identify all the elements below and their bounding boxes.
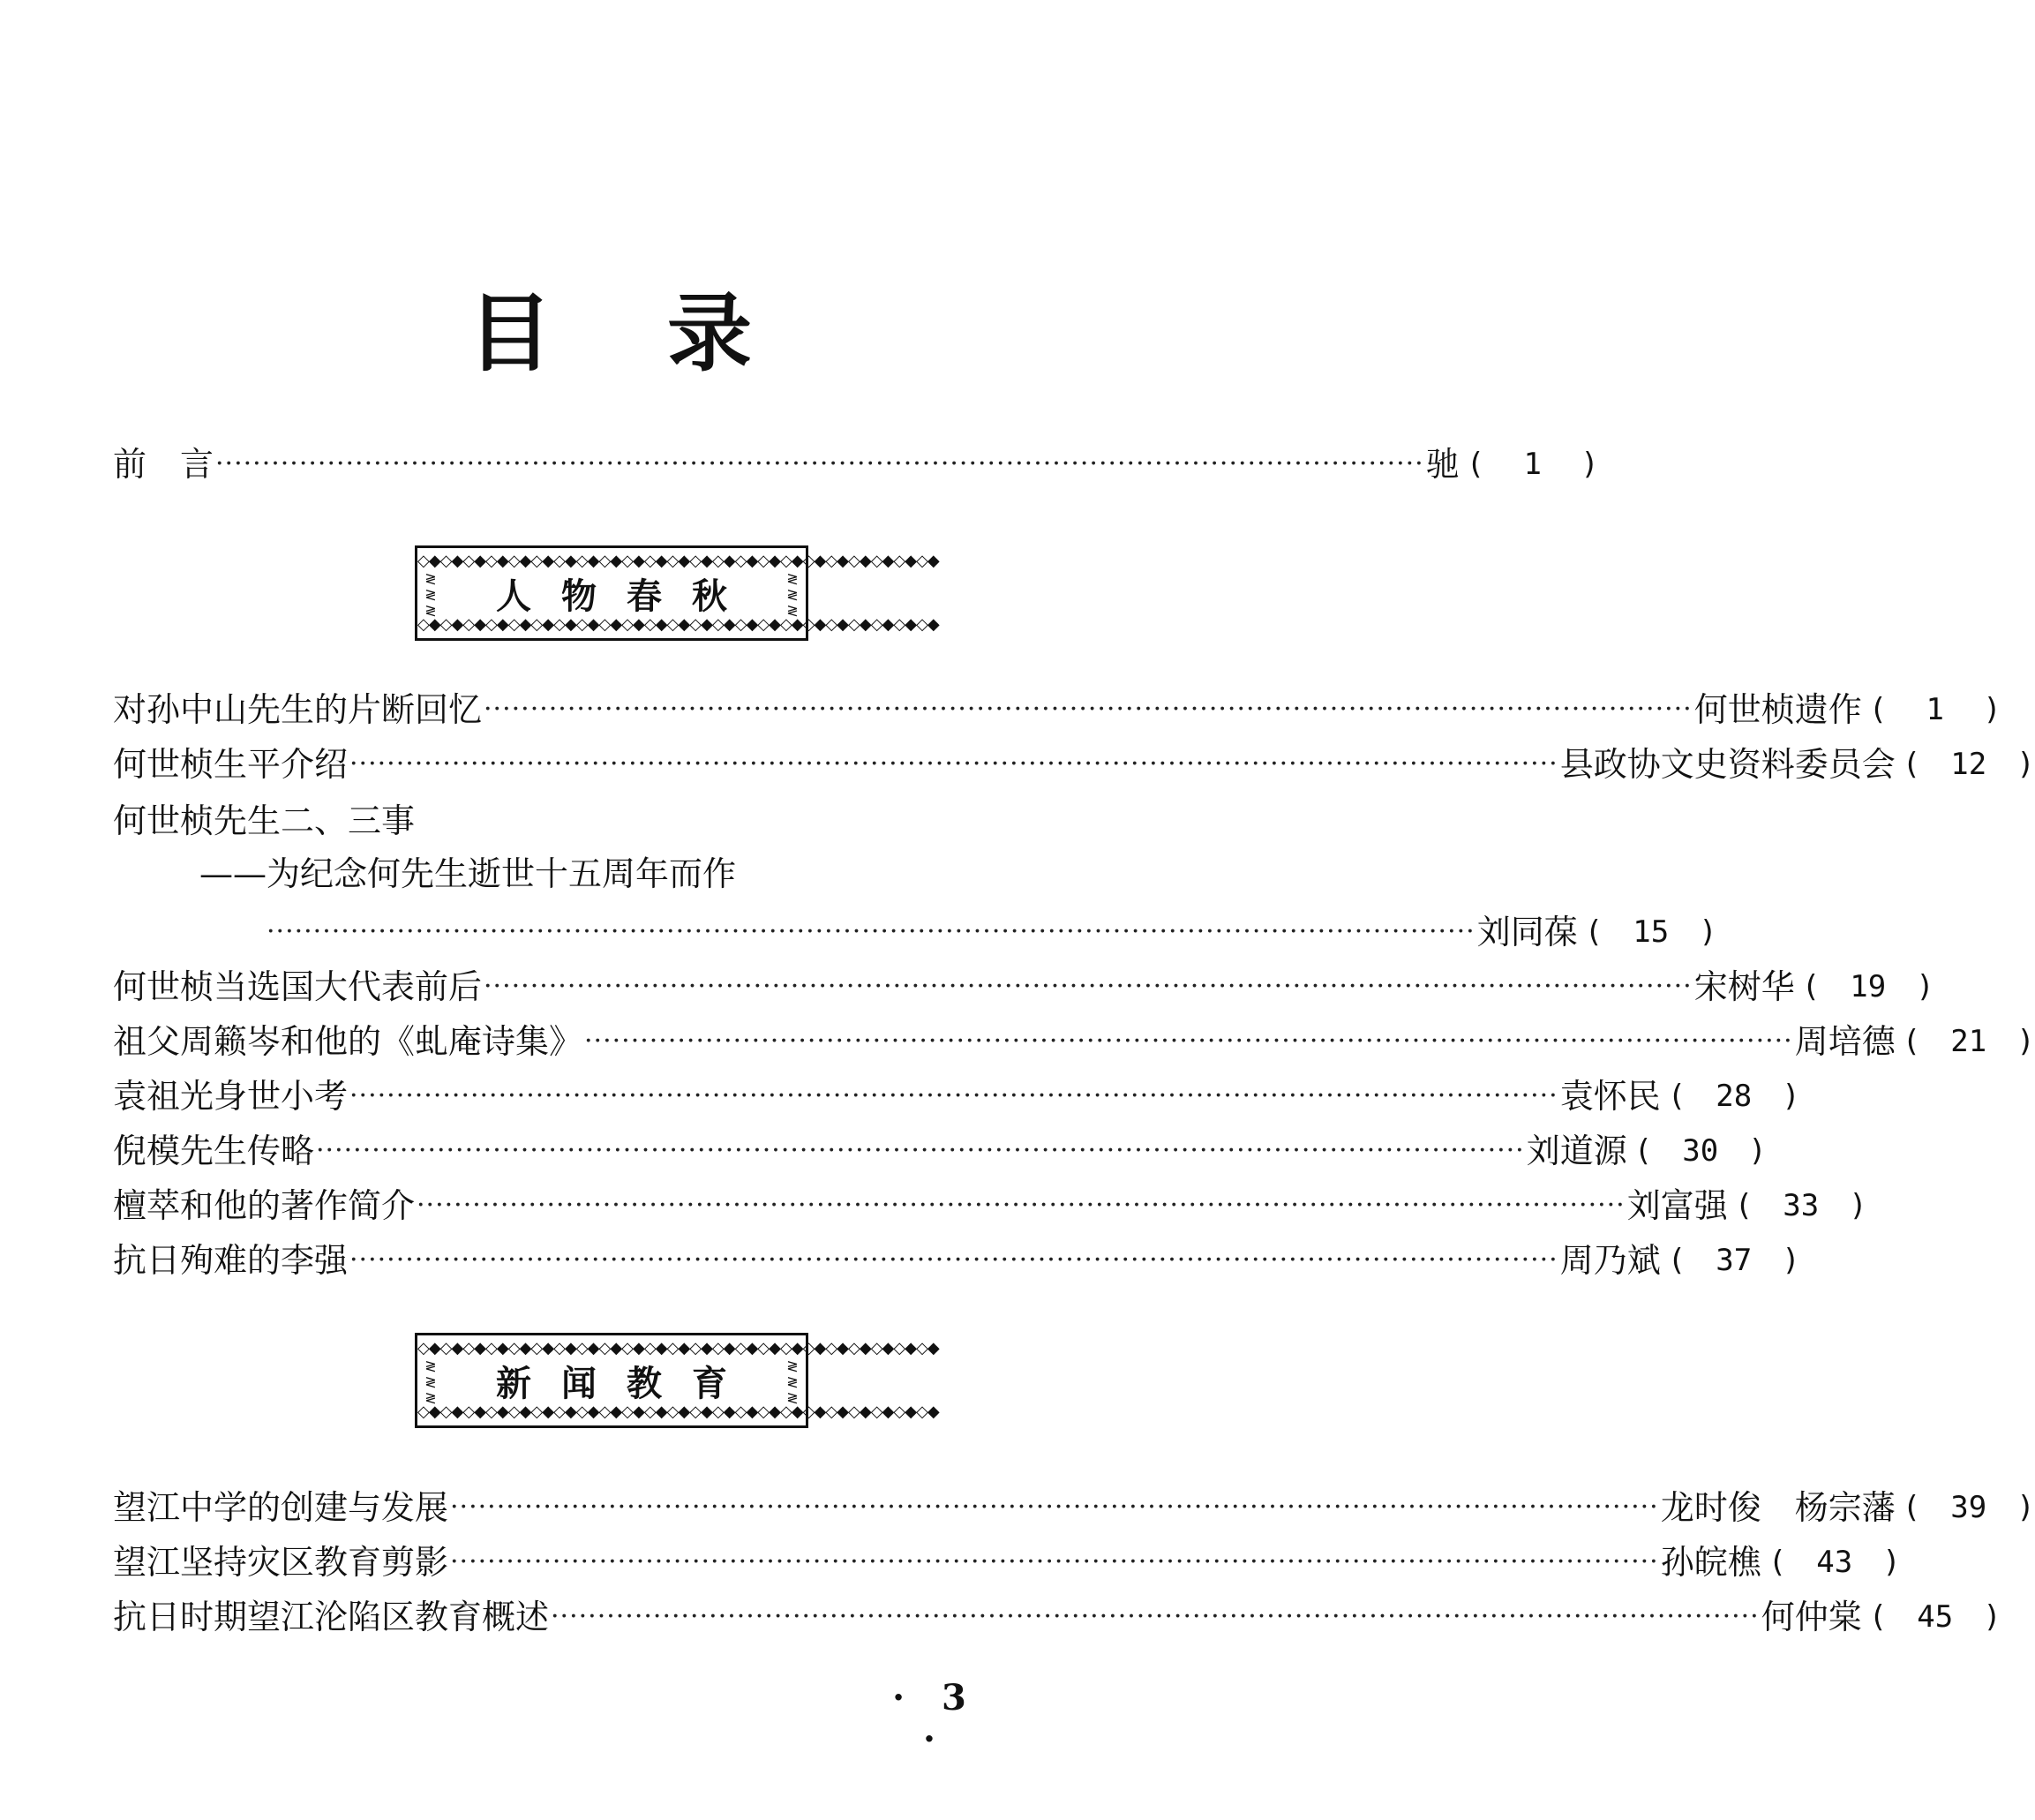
entry-page [1578,907,1717,957]
paren-open: ( [1902,747,1921,782]
entry-title: 祖父周籁岑和他的《虬庵诗集》 [113,1022,583,1061]
leader-dots [349,740,1558,789]
toc-entry[interactable] [113,1072,1800,1121]
leader-dots [450,1483,1659,1532]
leader-dots [450,1538,1659,1587]
entry-author: 驰 [1425,445,1460,484]
ornament-side-left: ≷ ≷ ≷ [424,1357,437,1406]
leader-dots [267,907,1476,957]
leader-dots [551,1592,1760,1642]
entry-author: 刘同葆 [1476,913,1578,951]
entry-author: 刘道源 [1526,1132,1627,1170]
toc-entry-continuation[interactable] [265,907,1717,957]
paren-close: ) [2016,1490,2035,1525]
page-num: 43 [1816,1545,1853,1580]
entry-page [1661,1072,1800,1121]
section-header-2 [415,1333,939,1428]
entry-page [1460,440,1599,489]
paren-open: ( [1466,447,1485,482]
entry-author: 周乃斌 [1559,1241,1661,1280]
paren-close: ) [1983,692,2001,727]
toc-entry[interactable] [113,1538,1901,1587]
entry-author: 何世桢遗作 [1693,690,1862,729]
ornament-side-right: ≷ ≷ ≷ [786,570,799,619]
paren-close: ) [2016,1024,2035,1059]
ornament-side-left: ≷ ≷ ≷ [424,570,437,619]
entry-title: 对孙中山先生的片断回忆 [113,690,483,729]
entry-title: 何世桢生平介绍 [113,745,349,784]
page-num: 28 [1716,1079,1753,1114]
paren-close: ) [1782,1243,1800,1278]
leader-dots [417,1181,1626,1230]
entry-page [1795,962,1934,1012]
entry-author: 何仲棠 [1761,1598,1862,1636]
paren-close: ) [2016,747,2035,782]
ornament-band-bottom: ◇◆◇◆◇◆◇◆◇◆◇◆◇◆◇◆◇◆◇◆◇◆◇◆◇◆◇◆◇◆◇◆◇◆◇◆◇◆◇◆◇◆◇◆◇◆ [417,1403,939,1421]
paren-open: ( [1902,1490,1921,1525]
entry-page [1627,1126,1767,1176]
paren-close: ) [1882,1545,1901,1580]
leader-dots [316,1126,1525,1176]
paren-close: ) [1581,447,1599,482]
paren-close: ) [1782,1079,1800,1114]
paren-close: ) [1916,969,1934,1004]
page-num: 39 [1950,1490,1987,1525]
paren-open: ( [1633,1133,1653,1169]
page-num: 30 [1682,1133,1719,1169]
section-label: 人物春秋 [496,575,757,617]
leader-dots [584,1017,1793,1066]
page-num: 1 [1523,447,1542,482]
page-number: · 3 · [892,1677,979,1760]
paren-close: ) [1699,914,1717,950]
entry-author: 刘富强 [1626,1186,1728,1225]
entry-title: 望江坚持灾区教育剪影 [113,1543,449,1582]
page-num: 33 [1783,1188,1820,1223]
entry-page [1862,1592,2001,1642]
paren-open: ( [1768,1545,1787,1580]
leader-dots [215,440,1424,489]
leader-dots [349,1072,1558,1121]
entry-page [1661,1236,1800,1285]
entry-author: 县政协文史资料委员会 [1559,745,1896,784]
ornament-band-top: ◇◆◇◆◇◆◇◆◇◆◇◆◇◆◇◆◇◆◇◆◇◆◇◆◇◆◇◆◇◆◇◆◇◆◇◆◇◆◇◆◇◆◇◆◇◆ [417,1339,939,1357]
page-num: 15 [1633,914,1670,950]
paren-open: ( [1868,692,1888,727]
entry-title-multiline[interactable]: 何世桢先生二、三事 [113,801,416,840]
entry-page [1862,685,2001,734]
entry-title: 倪模先生传略 [113,1132,315,1170]
leader-dots [484,685,1693,734]
toc-entry[interactable] [113,1181,1867,1230]
paren-open: ( [1667,1243,1686,1278]
toc-entry[interactable] [113,1236,1800,1285]
ornament-side-right: ≷ ≷ ≷ [786,1357,799,1406]
ornament-band-bottom: ◇◆◇◆◇◆◇◆◇◆◇◆◇◆◇◆◇◆◇◆◇◆◇◆◇◆◇◆◇◆◇◆◇◆◇◆◇◆◇◆◇◆◇◆◇◆ [417,615,939,634]
ornament-band-top: ◇◆◇◆◇◆◇◆◇◆◇◆◇◆◇◆◇◆◇◆◇◆◇◆◇◆◇◆◇◆◇◆◇◆◇◆◇◆◇◆◇◆◇◆◇◆ [417,552,939,570]
paren-open: ( [1734,1188,1753,1223]
toc-entry[interactable] [113,1483,2035,1532]
paren-close: ) [1983,1599,2001,1635]
entry-subtitle: ——为纪念何先生逝世十五周年而作 [199,854,737,893]
paren-open: ( [1584,914,1603,950]
page-num: 12 [1950,747,1987,782]
toc-entry[interactable] [113,1017,2035,1066]
entry-title: 前 言 [113,445,214,484]
entry-author: 周培德 [1794,1022,1896,1061]
toc-entry[interactable] [113,685,2001,734]
entry-page [1728,1181,1867,1230]
entry-title: 何世桢当选国大代表前后 [113,967,483,1006]
paren-close: ) [1849,1188,1867,1223]
page-num: 45 [1917,1599,1954,1635]
page-num: 1 [1926,692,1944,727]
section-label: 新闻教育 [496,1363,757,1404]
entry-page [1896,740,2035,789]
paren-close: ) [1748,1133,1767,1169]
entry-title: 檀萃和他的著作简介 [113,1186,416,1225]
toc-entry-preface[interactable] [113,440,1599,489]
entry-author: 孙皖樵 [1660,1543,1761,1582]
entry-title: 望江中学的创建与发展 [113,1488,449,1527]
leader-dots [349,1236,1558,1285]
entry-title: 袁祖光身世小考 [113,1077,349,1116]
entry-title: 抗日时期望江沦陷区教育概述 [113,1598,550,1636]
entry-author: 袁怀民 [1559,1077,1661,1116]
leader-dots [484,962,1693,1012]
paren-open: ( [1902,1024,1921,1059]
page-num: 19 [1850,969,1887,1004]
entry-author: 宋树华 [1693,967,1795,1006]
entry-page [1761,1538,1901,1587]
paren-open: ( [1667,1079,1686,1114]
entry-author: 龙时俊 杨宗藩 [1660,1488,1896,1527]
toc-entry[interactable] [113,740,2035,789]
entry-page [1896,1017,2035,1066]
paren-open: ( [1868,1599,1888,1635]
toc-entry[interactable] [113,1126,1767,1176]
section-header-1 [415,545,939,641]
entry-page [1896,1483,2035,1532]
page-num: 37 [1716,1243,1753,1278]
paren-open: ( [1801,969,1821,1004]
page-title: 目录 [468,284,867,383]
page-num: 21 [1950,1024,1987,1059]
entry-title: 抗日殉难的李强 [113,1241,349,1280]
toc-entry[interactable] [113,962,1934,1012]
toc-entry[interactable] [113,1592,2001,1642]
